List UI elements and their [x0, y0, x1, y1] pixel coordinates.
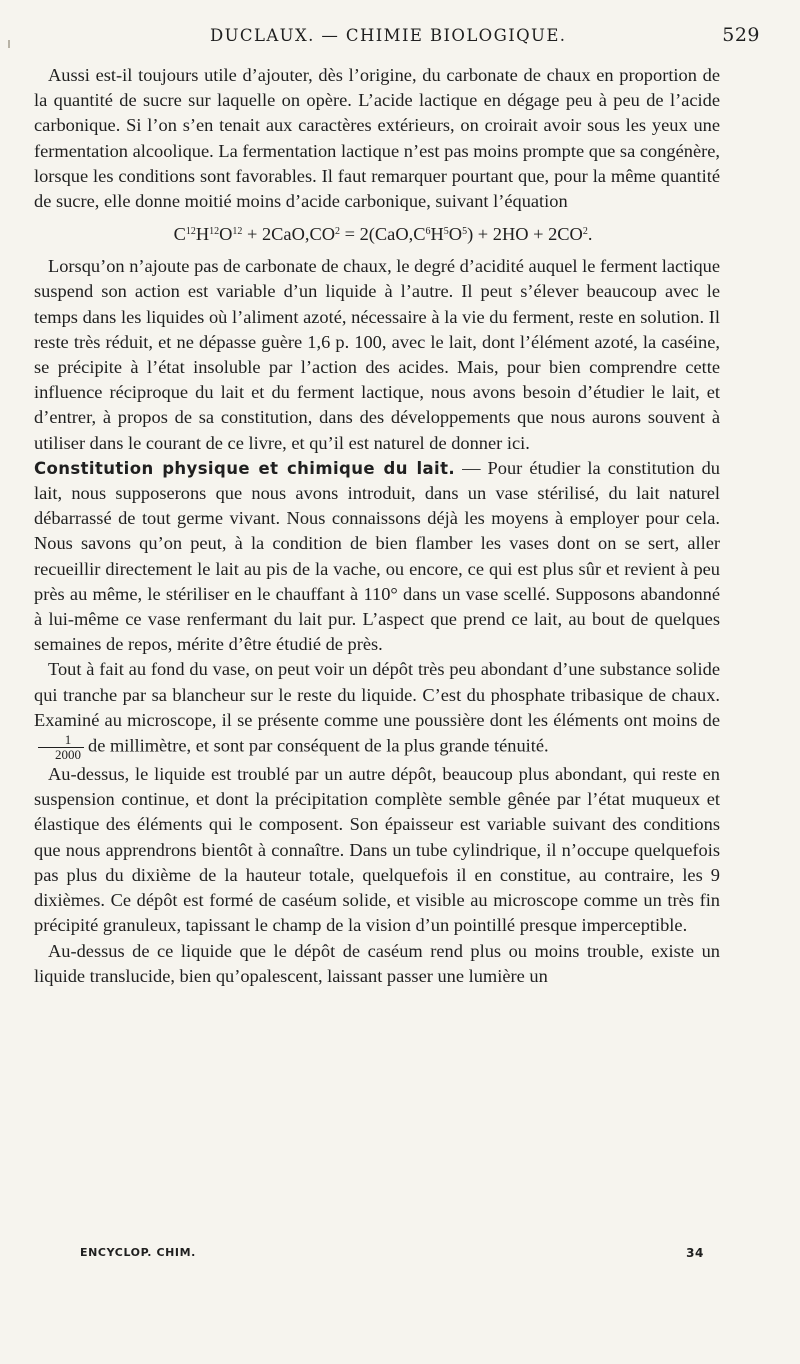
fraction-numerator: 1: [38, 733, 84, 748]
page-body: [34, 63, 720, 989]
equation: [34, 218, 720, 250]
eq-h-exp: 12: [209, 226, 220, 238]
eq-c6-exp: 6: [425, 226, 431, 238]
running-title: DUCLAUX. — CHIMIE BIOLOGIQUE.: [210, 26, 567, 45]
eq-rhs-open: = 2(CaO,C: [340, 224, 426, 245]
page-number: 529: [722, 24, 760, 46]
paragraph-4-after: de millimètre, et sont par conséquent de la plus grande ténuité.: [88, 735, 549, 756]
fraction-denominator: 2000: [55, 747, 81, 763]
paragraph-1: Aussi est-il toujours utile d’ajouter, dès l’origine, du carbonate de chaux en proportion de la quantité de sucre sur laquelle on opère. L’acide lactique en dégage peu à peu de l’acide carbonique. Si l’on s’en tenait aux caractères extérieurs, on croirait avoir sous les yeux une fermentation alcoolique. La fermentation lactique n’est pas moins prompte que sa congénère, lorsque les conditions sont favorables. Il faut remarquer pourtant que, pour la même quantité de sucre, elle donne moitié moins d’acide carbonique, suivant l’équation: [34, 65, 720, 212]
section-paragraph: [34, 456, 720, 658]
eq-co-exp: 2: [335, 226, 341, 238]
running-head: [34, 26, 766, 54]
paragraph-6: Au-dessus de ce liquide que le dépôt de caséum rend plus ou moins trouble, existe un liquide translucide, bien qu’opalescent, laissant passer une lumière un: [34, 940, 720, 986]
eq-h5: H: [430, 224, 444, 245]
paragraph-4-before: Tout à fait au fond du vase, on peut voir un dépôt très peu abondant d’une substance solide qui tranche par sa blancheur sur le reste du liquide. C’est du phosphate tribasique de chaux. Examiné au microscope, il se présente comme une poussière dont les éléments ont moins de: [34, 659, 720, 730]
sheet-number: 34: [686, 1246, 704, 1260]
signature-mark: ENCYCLOP. CHIM.: [80, 1246, 196, 1259]
paragraph-3-text: — Pour étudier la constitution du lait, nous supposerons que nous avons introduit, dans un vase stérilisé, du lait naturel débarrassé de tout germe vivant. Nous connaissons déjà les moyens à employer pour cela. Nous savons qu’on peut, à la condition de bien flamber les vases dont on se sert, aller recueillir directement le lait au pis de la vache, ou encore, ce qui est plus sûr et revient à peu près au même, le stériliser en le chauffant à 110° dans un vase scellé. Supposons abandonné à lui-même ce vase renfermant du lait pur. L’aspect que prend ce lait, au bout de quelques semaines de repos, mérite d’être étudié de près.: [34, 457, 720, 655]
eq-rhs-close: ) + 2HO + 2CO: [467, 224, 583, 245]
page-footer: [80, 1246, 704, 1266]
eq-plus1: + 2CaO,CO: [242, 224, 336, 245]
paragraph-4: [34, 657, 720, 762]
eq-o5-exp: 5: [462, 226, 468, 238]
paragraph-5: Au-dessus, le liquide est troublé par un autre dépôt, beaucoup plus abondant, qui reste en suspension continue, et dont la précipitation complète semble gênée par l’état muqueux et élastique des éléments qui le composent. Son épaisseur est variable suivant des conditions que nous apprendrons bientôt à connaître. Dans un tube cylindrique, il n’occupe quelquefois pas plus du dixième de la hauteur totale, quelquefois il en constitue, au contraire, les 9 dixièmes. Ce dépôt est formé de caséum solide, et visible au microscope comme un très fin précipité granuleux, tapissant le champ de la vision d’un pointillé presque imperceptible.: [34, 764, 720, 936]
eq-c-exp: 12: [185, 226, 196, 238]
eq-h5-exp: 5: [443, 226, 449, 238]
eq-o5: O: [448, 224, 463, 245]
section-title: Constitution physique et chimique du lait.: [34, 458, 456, 478]
eq-o: O: [219, 224, 233, 245]
eq-co2-exp: 2: [582, 226, 588, 238]
fraction: [38, 733, 84, 762]
eq-o-exp: 12: [232, 226, 243, 238]
eq-c: C: [173, 224, 186, 245]
paragraph-2: Lorsqu’on n’ajoute pas de carbonate de chaux, le degré d’acidité auquel le ferment lactique suspend son action est variable d’un liquide à l’autre. Il peut s’élever beaucoup avec le temps dans les liquides où l’aliment azoté, nécessaire à la vie du ferment, reste en solution. Il reste très réduit, et ne dépasse guère 1,6 p. 100, avec le lait, dont l’élément azoté, la caséine, se précipite à l’état insoluble par l’action des acides. Mais, pour bien comprendre cette influence réciproque du lait et du ferment lactique, nous avons besoin d’étudier le lait, et d’entrer, à propos de sa constitution, dans des développements que nous aurons souvent à utiliser dans le courant de ce livre, et qu’il est naturel de donner ici.: [34, 256, 720, 453]
eq-h: H: [195, 224, 210, 245]
margin-mark: [8, 40, 10, 48]
eq-end: .: [587, 224, 593, 245]
